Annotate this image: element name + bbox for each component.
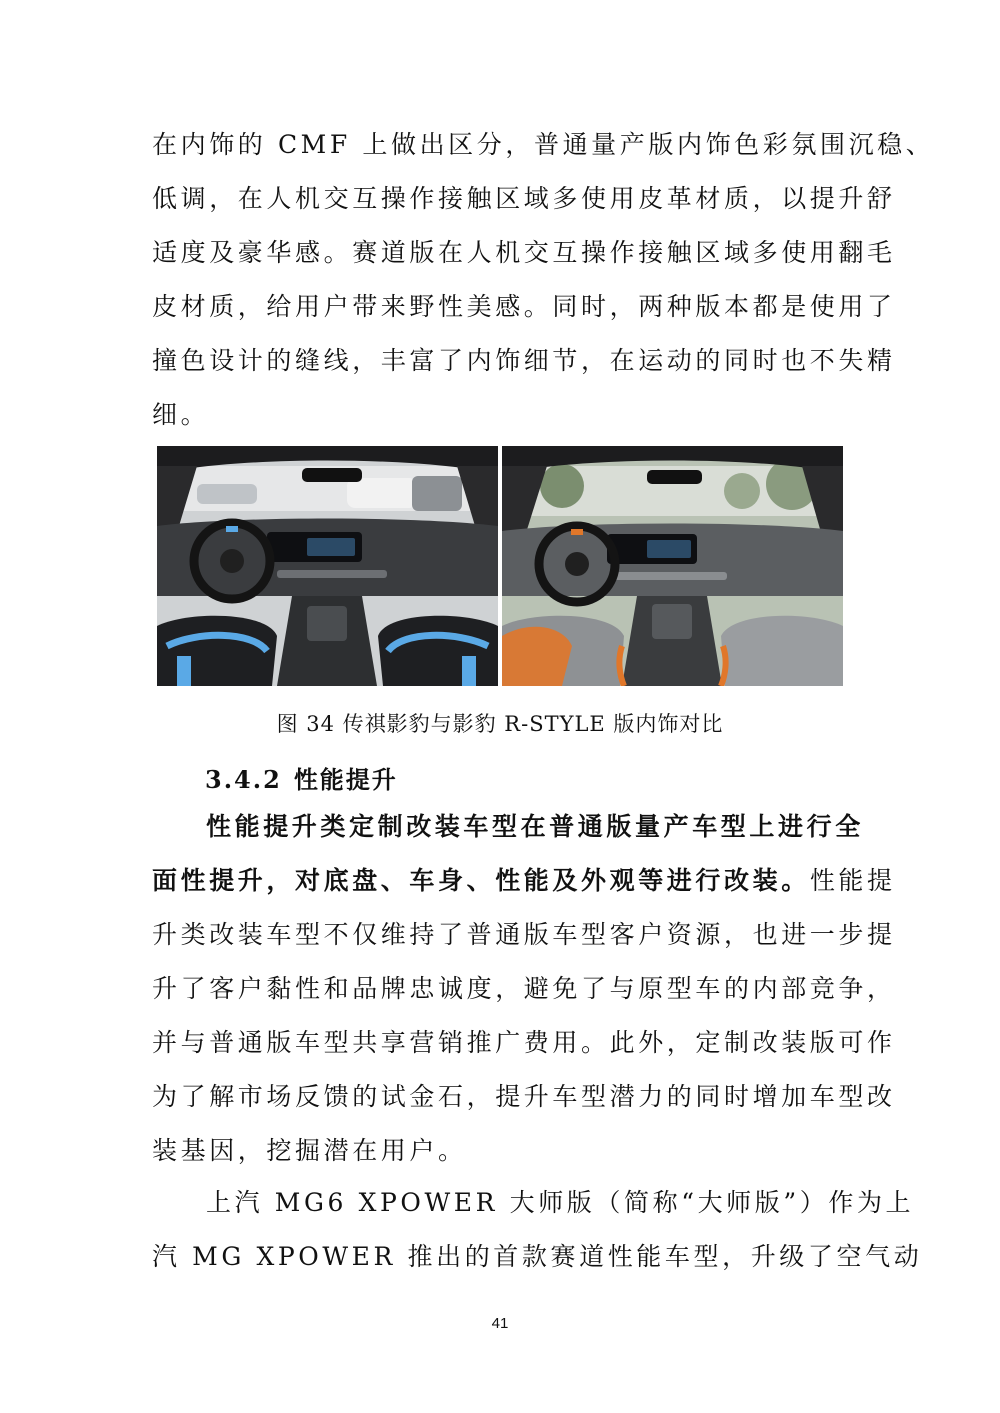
text-line: 撞色设计的缝线，丰富了内饰细节，在运动的同时也不失精 (152, 346, 896, 375)
interior-photo-blue-seats (157, 446, 498, 686)
text-line: 上汽 MG6 XPOWER 大师版（简称“大师版”）作为上 (206, 1188, 915, 1217)
text-line: 皮材质，给用户带来野性美感。同时，两种版本都是使用了 (152, 292, 896, 321)
text-line: 装基因，挖掘潜在用户。 (152, 1136, 467, 1165)
text-line-mixed (152, 854, 896, 908)
text-line: 并与普通版车型共享营销推广费用。此外，定制改装版可作 (152, 1028, 896, 1057)
page-number: 41 (491, 1315, 509, 1332)
regular-text: 性能提 (809, 866, 896, 895)
text-line-bold: 性能提升类定制改装车型在普通版量产车型上进行全 (206, 812, 864, 841)
paragraph-mg6-xpower (152, 1176, 923, 1284)
bold-text: 面性提升，对底盘、车身、性能及外观等进行改装。 (152, 866, 810, 895)
paragraph-interior-cmf (152, 118, 935, 442)
figure-interior-comparison (157, 446, 843, 686)
text-line: 为了解市场反馈的试金石，提升车型潜力的同时增加车型改 (152, 1082, 896, 1111)
text-line: 升了客户黏性和品牌忠诚度，避免了与原型车的内部竞争， (152, 974, 896, 1003)
text-line: 细。 (152, 400, 210, 429)
text-line: 低调，在人机交互操作接触区域多使用皮革材质，以提升舒 (152, 184, 896, 213)
text-line: 汽 MG XPOWER 推出的首款赛道性能车型，升级了空气动 (152, 1242, 923, 1271)
text-line: 在内饰的 CMF 上做出区分，普通量产版内饰色彩氛围沉稳、 (152, 130, 935, 159)
section-title: 性能提升 (293, 765, 398, 794)
figure-caption: 图 34 传祺影豹与影豹 R-STYLE 版内饰对比 (276, 712, 724, 736)
section-number: 3.4.2 (205, 765, 282, 794)
text-line: 升类改装车型不仅维持了普通版车型客户资源，也进一步提 (152, 920, 896, 949)
interior-photo-orange-seats (502, 446, 843, 686)
section-heading (205, 760, 398, 795)
paragraph-performance (152, 800, 896, 1178)
text-line: 适度及豪华感。赛道版在人机交互操作接触区域多使用翻毛 (152, 238, 896, 267)
